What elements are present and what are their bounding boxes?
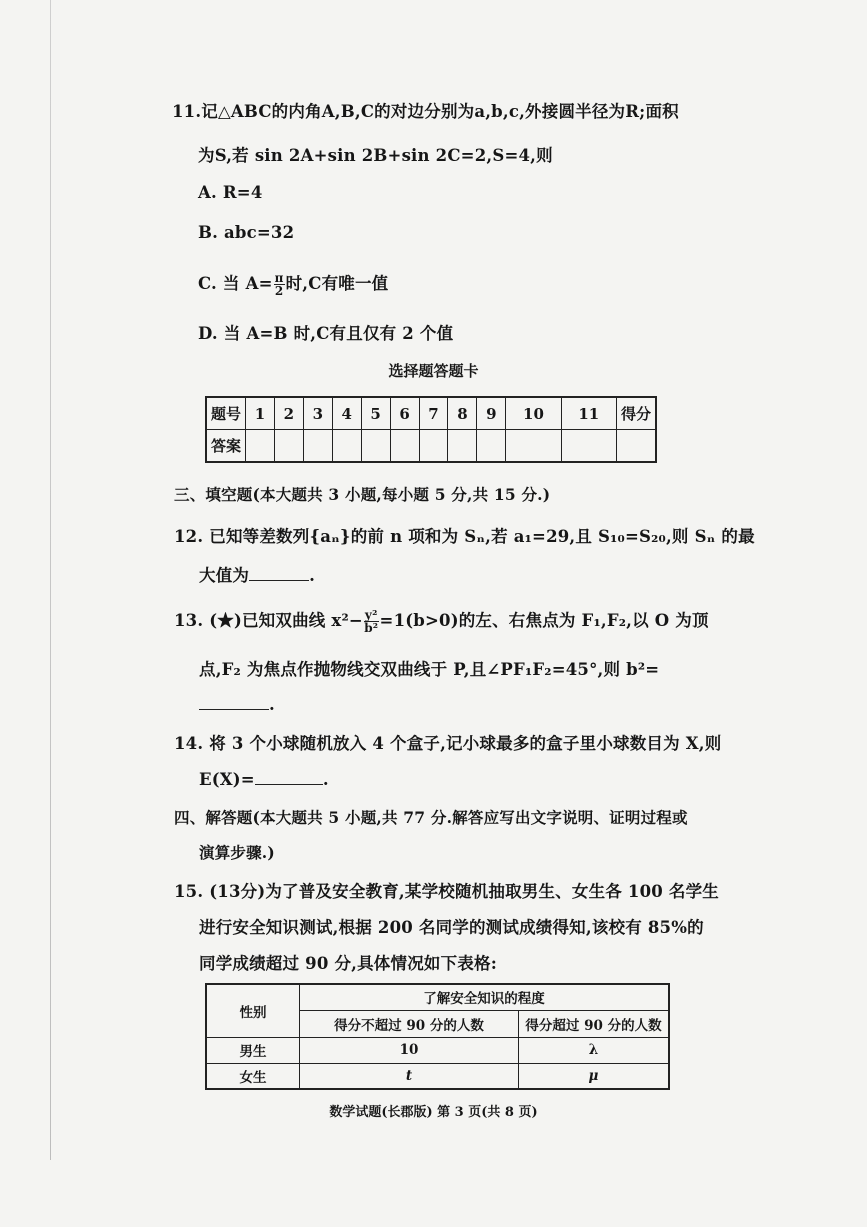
col2-header-cell: 得分超过 90 分的人数 (519, 1010, 670, 1037)
q13-line2: 点,F₂ 为焦点作抛物线交双曲线于 P,且∠PF₁F₂=45°,则 b²= (199, 660, 660, 679)
female-over-90-cell: μ (519, 1063, 670, 1089)
question-number-cell: 1 (246, 397, 275, 430)
q11-option-b: B. abc=32 (198, 223, 295, 242)
question-number-cell: 10 (506, 397, 561, 430)
section4-heading-line2: 演算步骤.) (199, 843, 275, 862)
q14-line1: 14. 将 3 个小球随机放入 4 个盒子,记小球最多的盒子里小球数目为 X,则 (174, 734, 722, 753)
q11-option-a: A. R=4 (198, 183, 263, 202)
q12-line2-prefix: 大值为 (199, 566, 250, 585)
q11-line2: 为S,若 sin 2A+sin 2B+sin 2C=2,S=4,则 (198, 146, 553, 165)
q11-option-c-prefix: C. 当 A= (198, 274, 273, 293)
fraction-numerator: π (274, 271, 284, 285)
q12-line2 (199, 562, 315, 586)
page-edge-line (50, 0, 51, 1160)
q13-line1-suffix: =1(b>0)的左、右焦点为 F₁,F₂,以 O 为顶 (379, 611, 709, 630)
answer-cell[interactable] (506, 430, 561, 463)
q14-line2-suffix: . (322, 770, 329, 789)
answer-cell[interactable] (390, 430, 419, 463)
q12-answer-blank[interactable] (249, 568, 309, 581)
question-number-cell: 7 (419, 397, 448, 430)
fraction-numerator: y² (364, 608, 378, 622)
score-cell[interactable] (617, 430, 657, 463)
question-number-cell: 5 (361, 397, 390, 430)
group-header-cell: 了解安全知识的程度 (300, 984, 670, 1010)
question-number-cell: 11 (561, 397, 616, 430)
row-label-male: 男生 (206, 1037, 300, 1063)
question-number-cell: 8 (448, 397, 477, 430)
row-label-answer: 答案 (206, 430, 246, 463)
page-footer: 数学试题(长郡版) 第 3 页(共 8 页) (329, 1105, 538, 1120)
q13-line1-prefix: 13. (★)已知双曲线 x²− (174, 611, 363, 630)
answer-cell[interactable] (246, 430, 275, 463)
answer-card-title: 选择题答题卡 (388, 362, 479, 380)
question-number-cell: 6 (390, 397, 419, 430)
survey-table (205, 983, 670, 1090)
question-number-cell: 2 (274, 397, 303, 430)
q13-answer-blank[interactable] (199, 697, 269, 710)
fraction-denominator: b² (364, 621, 379, 635)
q11-option-c-suffix: 时,C有唯一值 (285, 274, 389, 293)
answer-card-table (205, 396, 657, 463)
row-label-question-number: 题号 (206, 397, 246, 430)
q13-line1 (174, 607, 709, 634)
answer-cell[interactable] (448, 430, 477, 463)
question-number-cell: 3 (303, 397, 332, 430)
q15-line3: 同学成绩超过 90 分,具体情况如下表格: (199, 954, 497, 973)
q14-line2-prefix: E(X)= (199, 770, 255, 789)
col1-header-cell: 得分不超过 90 分的人数 (300, 1010, 519, 1037)
answer-cell[interactable] (477, 430, 506, 463)
q11-option-c (198, 270, 388, 297)
pi-over-2-fraction (274, 272, 285, 297)
q13-line3-suffix: . (269, 695, 275, 714)
answer-cell[interactable] (332, 430, 361, 463)
q15-line1: 15. (13分)为了普及安全教育,某学校随机抽取男生、女生各 100 名学生 (174, 882, 720, 901)
q11-line1: 11.记△ABC的内角A,B,C的对边分别为a,b,c,外接圆半径为R;面积 (172, 102, 679, 121)
q14-answer-blank[interactable] (255, 772, 323, 785)
score-label-cell: 得分 (617, 397, 657, 430)
female-not-over-90-cell: t (300, 1063, 519, 1089)
male-not-over-90-cell: 10 (300, 1037, 519, 1063)
answer-cell[interactable] (561, 430, 616, 463)
y2-over-b2-fraction (364, 609, 379, 634)
fraction-denominator: 2 (274, 284, 284, 298)
q13-line3 (199, 695, 275, 714)
question-number-cell: 4 (332, 397, 361, 430)
answer-cell[interactable] (303, 430, 332, 463)
section3-heading: 三、填空题(本大题共 3 小题,每小题 5 分,共 15 分.) (174, 485, 551, 504)
q14-line2 (199, 770, 329, 789)
q11-option-d: D. 当 A=B 时,C有且仅有 2 个值 (198, 324, 454, 343)
answer-cell[interactable] (361, 430, 390, 463)
gender-header-cell: 性别 (206, 984, 300, 1037)
q12-line2-suffix: . (309, 566, 316, 585)
section4-heading-line1: 四、解答题(本大题共 5 小题,共 77 分.解答应写出文字说明、证明过程或 (174, 808, 688, 827)
answer-cell[interactable] (419, 430, 448, 463)
answer-cell[interactable] (274, 430, 303, 463)
question-number-cell: 9 (477, 397, 506, 430)
q15-line2: 进行安全知识测试,根据 200 名同学的测试成绩得知,该校有 85%的 (199, 918, 704, 937)
male-over-90-cell: λ (519, 1037, 670, 1063)
row-label-female: 女生 (206, 1063, 300, 1089)
q12-line1: 12. 已知等差数列{aₙ}的前 n 项和为 Sₙ,若 a₁=29,且 S₁₀=S₂₀,则 Sₙ 的最 (174, 527, 755, 546)
